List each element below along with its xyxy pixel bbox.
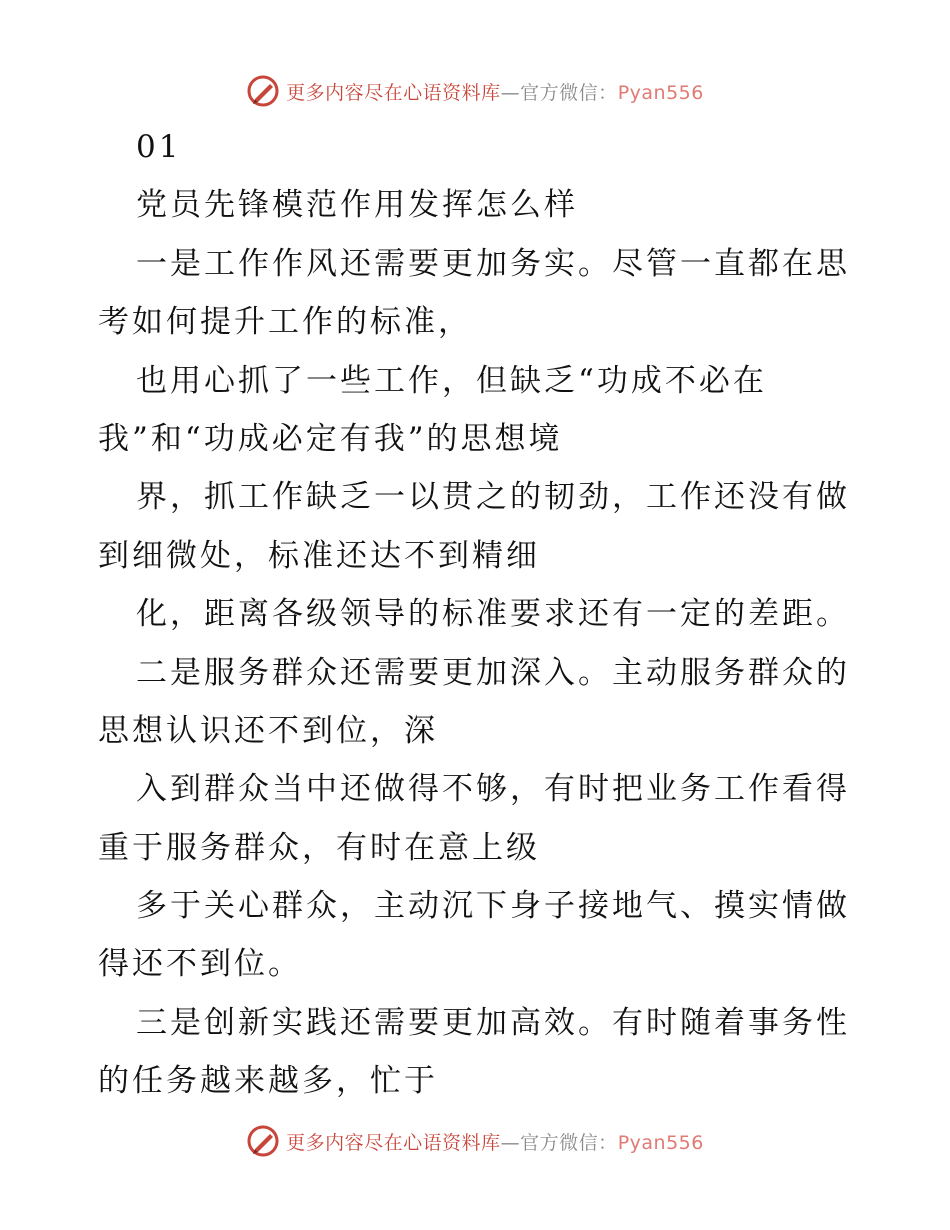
paragraph-line: 多于关心群众，主动沉下身子接地气、摸实情做 (136, 888, 850, 925)
paragraph-line: 化，距离各级领导的标准要求还有一定的差距。 (136, 596, 850, 633)
paragraph-line: 二是服务群众还需要更加深入。主动服务群众的 (136, 654, 850, 691)
pen-logo-icon (246, 1124, 280, 1158)
paragraph-line: 重于服务群众，有时在意上级 (98, 829, 540, 866)
paragraph-line: 三是创新实践还需要更加高效。有时随着事务性 (136, 1004, 850, 1041)
paragraph-line: 也用心抓了一些工作，但缺乏“功成不必在 (136, 362, 767, 399)
paragraph-line: 考如何提升工作的标准， (98, 304, 472, 341)
watermark-text: 更多内容尽在心语资料库—官方微信：Pyan556 (286, 1131, 704, 1154)
paragraph-line: 我”和“功成必定有我”的思想境 (98, 420, 563, 457)
paragraph-line: 的任务越来越多，忙于 (98, 1063, 438, 1100)
pen-logo-icon (246, 74, 280, 108)
paragraph-line: 一是工作作风还需要更加务实。尽管一直都在思 (136, 245, 850, 282)
paragraph-line: 得还不到位。 (98, 946, 302, 983)
paragraph-line: 思想认识还不到位，深 (98, 712, 438, 749)
paragraph-line: 党员先锋模范作用发挥怎么样 (136, 187, 578, 224)
paragraph-line: 01 (136, 129, 182, 165)
watermark-text: 更多内容尽在心语资料库—官方微信：Pyan556 (286, 81, 704, 104)
header-watermark (0, 71, 950, 111)
footer-watermark (0, 1121, 950, 1161)
document-body (98, 118, 858, 1111)
paragraph-line: 到细微处，标准还达不到精细 (98, 537, 540, 574)
paragraph-line: 界，抓工作缺乏一以贯之的韧劲，工作还没有做 (136, 479, 850, 516)
paragraph-line: 入到群众当中还做得不够，有时把业务工作看得 (136, 771, 850, 808)
